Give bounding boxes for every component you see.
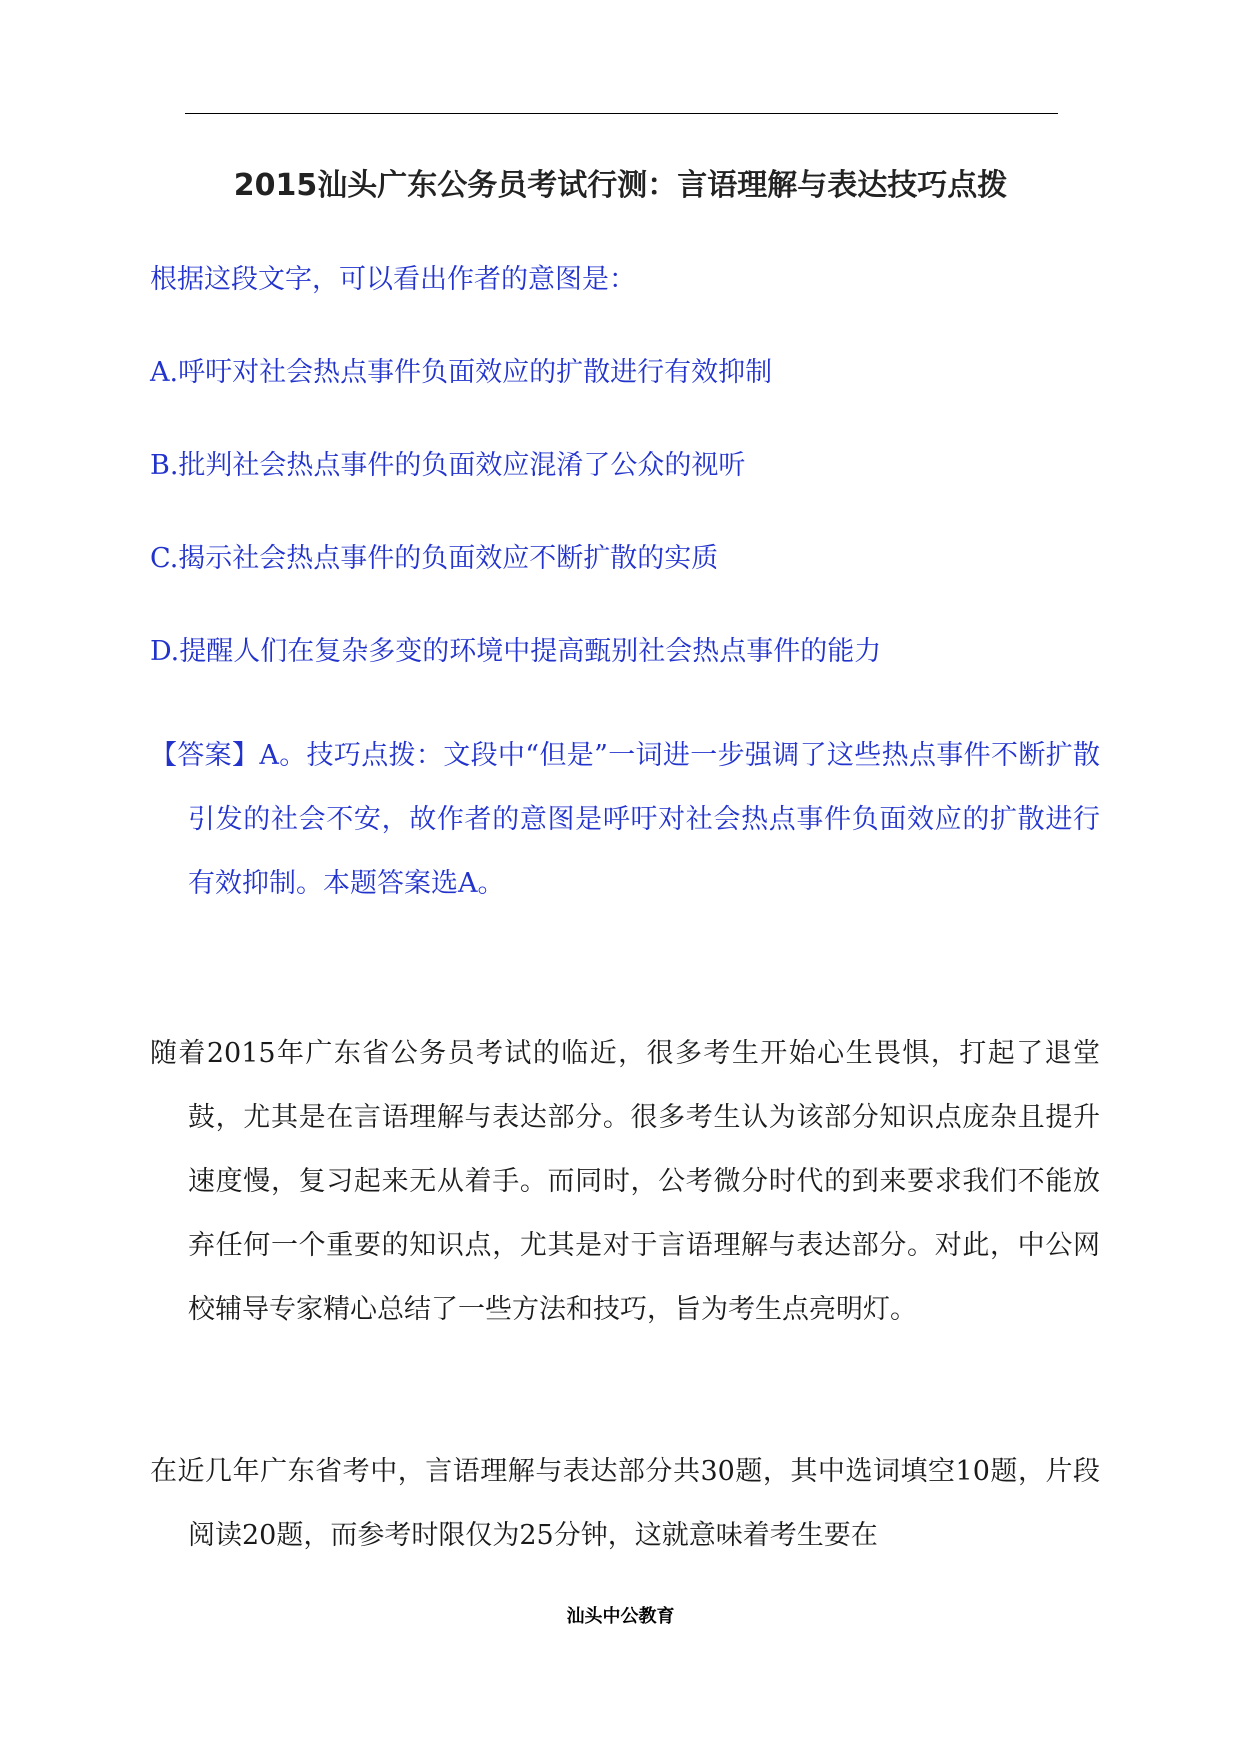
page-footer: 汕头中公教育 bbox=[566, 1606, 675, 1627]
question-stem: 根据这段文字，可以看出作者的意图是： bbox=[150, 264, 636, 295]
option-d: D.提醒人们在复杂多变的环境中提高甄别社会热点事件的能力 bbox=[150, 636, 882, 667]
option-b: B.批判社会热点事件的负面效应混淆了公众的视听 bbox=[150, 450, 746, 481]
option-a: A.呼吁对社会热点事件负面效应的扩散进行有效抑制 bbox=[150, 357, 773, 388]
body-paragraph-1: 随着2015年广东省公务员考试的临近，很多考生开始心生畏惧，打起了退堂鼓，尤其是在言语理解与表达部分。很多考生认为该部分知识点庞杂且提升速度慢，复习起来无从着手。而同时，公考微分时代的到来要求我们不能放弃任何一个重要的知识点，尤其是对于言语理解与表达部分。对此，中公网校辅导专家精心总结了一些方法和技巧，旨为考生点亮明灯。 bbox=[150, 1038, 1100, 1325]
page-title: 2015汕头广东公务员考试行测：言语理解与表达技巧点拨 bbox=[233, 168, 1008, 203]
answer-explanation: 【答案】A。技巧点拨：文段中“但是”一词进一步强调了这些热点事件不断扩散引发的社会不安，故作者的意图是呼吁对社会热点事件负面效应的扩散进行有效抑制。本题答案选A。 bbox=[150, 740, 1100, 899]
body-paragraph-2: 在近几年广东省考中，言语理解与表达部分共30题，其中选词填空10题，片段阅读20题，而参考时限仅为25分钟，这就意味着考生要在 bbox=[150, 1456, 1100, 1551]
option-c: C.揭示社会热点事件的负面效应不断扩散的实质 bbox=[150, 543, 719, 574]
header-rule bbox=[185, 113, 1058, 114]
